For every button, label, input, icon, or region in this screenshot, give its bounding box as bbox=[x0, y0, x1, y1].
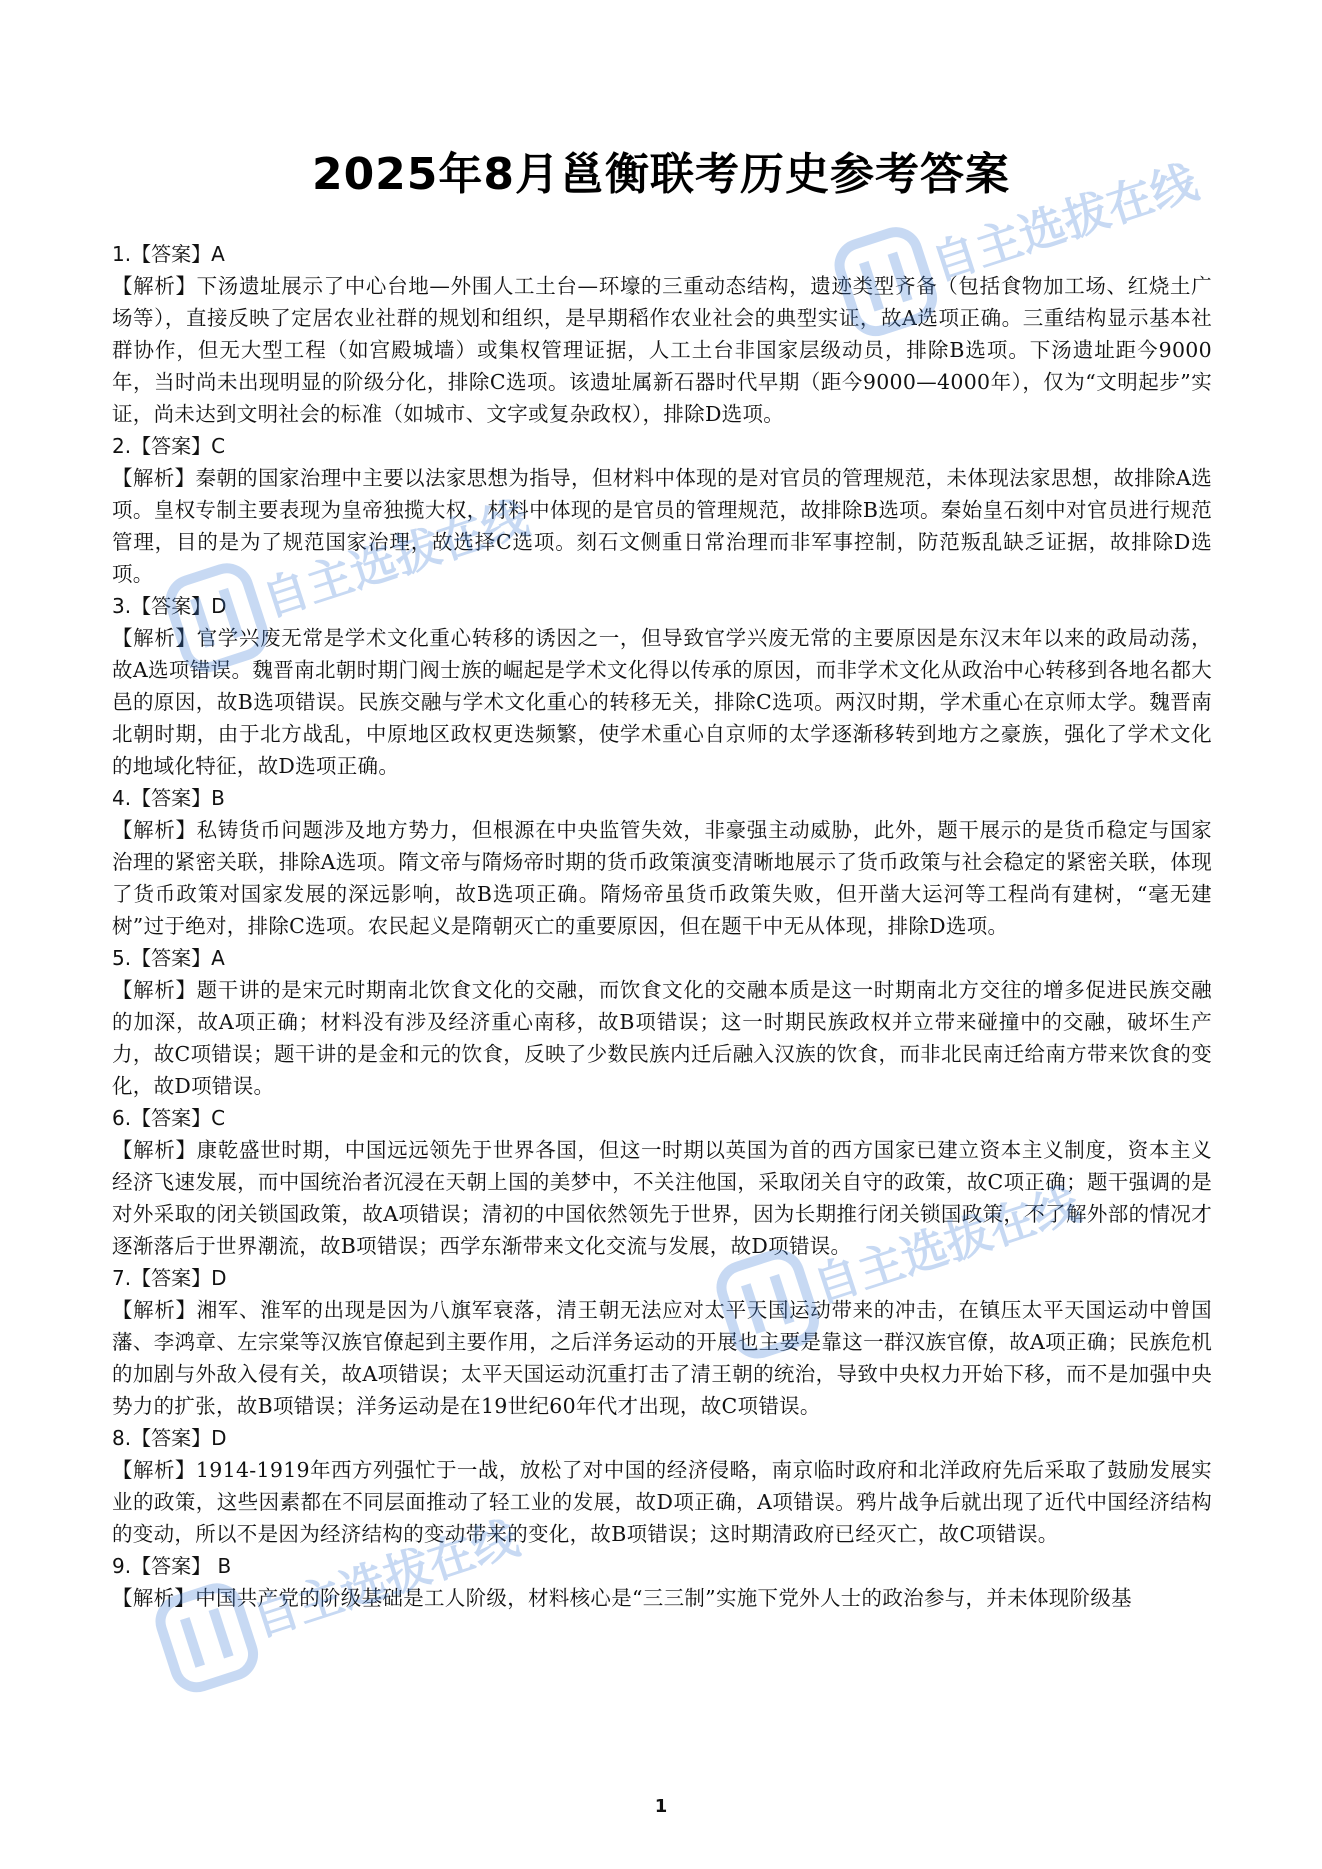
document-title: 2025年8月邕衡联考历史参考答案 bbox=[311, 149, 1011, 200]
answer-line-2: 2.【答案】C bbox=[112, 434, 226, 458]
explanation-3: 【解析】官学兴废无常是学术文化重心转移的诱因之一，但导致官学兴废无常的主要原因是东汉末年以来的政局动荡，故A选项错误。魏晋南北朝时期门阀士族的崛起是学术文化得以传承的原因，而非学术文化从政治中心转移到各地名都大邑的原因，故B选项错误。民族交融与学术文化重心的转移无关，排除C选项。两汉时期，学术重心在京师太学。魏晋南北朝时期，由于北方战乱，中原地区政权更迭频繁，使学术重心自京师的太学逐渐移转到地方之豪族，强化了学术文化的地域化特征，故D选项正确。 bbox=[112, 626, 1212, 778]
answer-line-7: 7.【答案】D bbox=[112, 1266, 227, 1290]
explanation-9: 【解析】中国共产党的阶级基础是工人阶级，材料核心是“三三制”实施下党外人士的政治参与，并未体现阶级基 bbox=[112, 1586, 1132, 1610]
answer-line-4: 4.【答案】B bbox=[112, 786, 225, 810]
answer-line-6: 6.【答案】C bbox=[112, 1106, 226, 1130]
answer-list bbox=[112, 238, 1212, 1614]
explanation-7: 【解析】湘军、淮军的出现是因为八旗军衰落，清王朝无法应对太平天国运动带来的冲击，在镇压太平天国运动中曾国藩、李鸿章、左宗棠等汉族官僚起到主要作用，之后洋务运动的开展也主要是靠这一群汉族官僚，故A项正确；民族危机的加剧与外敌入侵有关，故A项错误；太平天国运动沉重打击了清王朝的统治，导致中央权力开始下移，而不是加强中央势力的扩张，故B项错误；洋务运动是在19世纪60年代才出现，故C项错误。 bbox=[112, 1298, 1212, 1418]
watermark-text-2: 自主选拔在线 bbox=[255, 490, 535, 628]
explanation-4: 【解析】私铸货币问题涉及地方势力，但根源在中央监管失效，非豪强主动威胁，此外，题干展示的是货币稳定与国家治理的紧密关联，排除A选项。隋文帝与隋炀帝时期的货币政策演变清晰地展示了货币政策与社会稳定的紧密关联，体现了货币政策对国家发展的深远影响，故B选项正确。隋炀帝虽货币政策失败，但开凿大运河等工程尚有建树，“毫无建树”过于绝对，排除C选项。农民起义是隋朝灭亡的重要原因，但在题干中无从体现，排除D选项。 bbox=[112, 818, 1212, 938]
watermark-text-3: 自主选拔在线 bbox=[806, 1176, 1086, 1314]
watermark-text-4: 自主选拔在线 bbox=[245, 1510, 525, 1648]
explanation-1: 【解析】下汤遗址展示了中心台地—外围人工土台—环壕的三重动态结构，遗迹类型齐备（包括食物加工场、红烧土广场等），直接反映了定居农业社群的规划和组织，是早期稻作农业社会的典型实证，故A选项正确。三重结构显示基本社群协作，但无大型工程（如宫殿城墙）或集权管理证据，人工土台非国家层级动员，排除B选项。下汤遗址距今9000年，当时尚未出现明显的阶级分化，排除C选项。该遗址属新石器时代早期（距今9000—4000年），仅为“文明起步”实证，尚未达到文明社会的标准（如城市、文字或复杂政权），排除D选项。 bbox=[112, 274, 1212, 426]
page-number: 1 bbox=[654, 1796, 668, 1817]
explanation-6: 【解析】康乾盛世时期，中国远远领先于世界各国，但这一时期以英国为首的西方国家已建立资本主义制度，资本主义经济飞速发展，而中国统治者沉浸在天朝上国的美梦中，不关注他国，采取闭关自守的政策，故C项正确；题干强调的是对外采取的闭关锁国政策，故A项错误；清初的中国依然领先于世界，因为长期推行闭关锁国政策，不了解外部的情况才逐渐落后于世界潮流，故B项错误；西学东渐带来文化交流与发展，故D项错误。 bbox=[112, 1138, 1212, 1258]
answer-line-3: 3.【答案】D bbox=[112, 594, 227, 618]
answer-line-8: 8.【答案】D bbox=[112, 1426, 227, 1450]
answer-line-5: 5.【答案】A bbox=[112, 946, 225, 970]
answer-line-9: 9.【答案】 B bbox=[112, 1554, 232, 1578]
watermark-text-1: 自主选拔在线 bbox=[924, 154, 1204, 291]
explanation-5: 【解析】题干讲的是宋元时期南北饮食文化的交融，而饮食文化的交融本质是这一时期南北方交往的增多促进民族交融的加深，故A项正确；材料没有涉及经济重心南移，故B项错误；这一时期民族政权并立带来碰撞中的交融，破坏生产力，故C项错误；题干讲的是金和元的饮食，反映了少数民族内迁后融入汉族的饮食，而非北民南迁给南方带来饮食的变化，故D项错误。 bbox=[112, 978, 1212, 1098]
explanation-2: 【解析】秦朝的国家治理中主要以法家思想为指导，但材料中体现的是对官员的管理规范，未体现法家思想，故排除A选项。皇权专制主要表现为皇帝独揽大权，材料中体现的是官员的管理规范，故排除B选项。秦始皇石刻中对官员进行规范管理，目的是为了规范国家治理，故选择C选项。刻石文侧重日常治理而非军事控制，防范叛乱缺乏证据，故排除D选项。 bbox=[112, 466, 1212, 586]
answer-line-1: 1.【答案】A bbox=[112, 242, 225, 266]
explanation-8: 【解析】1914-1919年西方列强忙于一战，放松了对中国的经济侵略，南京临时政府和北洋政府先后采取了鼓励发展实业的政策，这些因素都在不同层面推动了轻工业的发展，故D项正确，A项错误。鸦片战争后就出现了近代中国经济结构的变动，所以不是因为经济结构的变动带来的变化，故B项错误；这时期清政府已经灭亡，故C项错误。 bbox=[112, 1458, 1212, 1546]
